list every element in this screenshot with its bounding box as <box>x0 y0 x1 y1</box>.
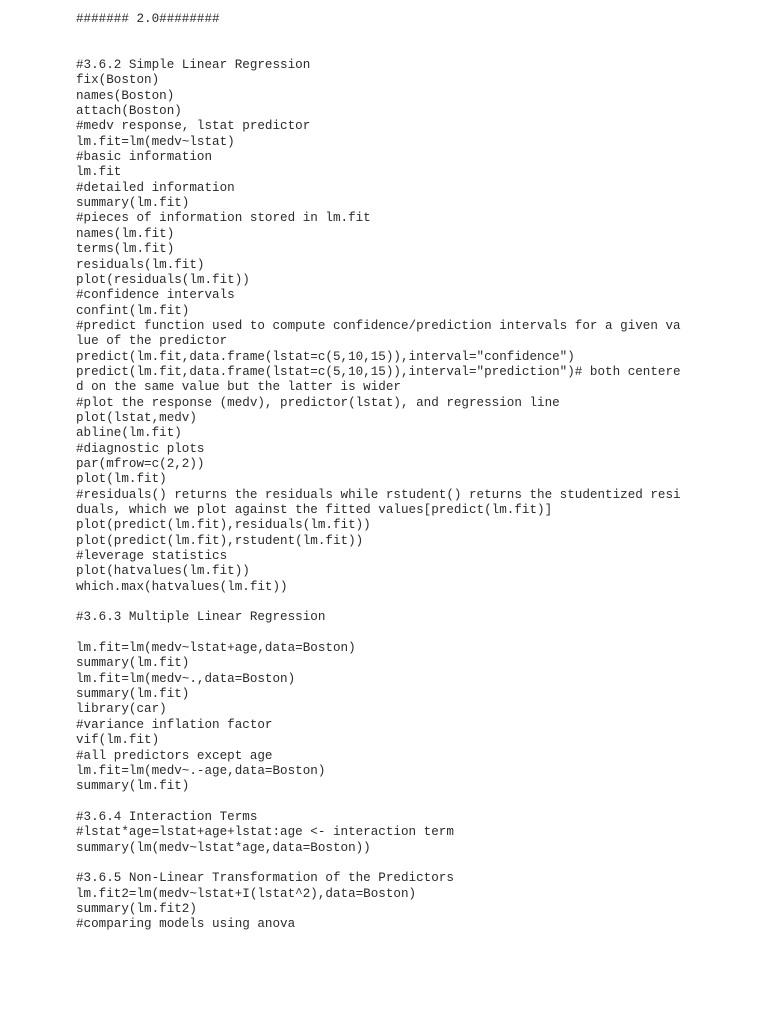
code-line: #medv response, lstat predictor <box>76 119 311 134</box>
code-line: duals, which we plot against the fitted values[predict(lm.fit)] <box>76 503 553 517</box>
code-line <box>76 27 756 42</box>
code-line: #basic information <box>76 150 213 165</box>
code-line: summary(lm(medv~lstat*age,data=Boston)) <box>76 840 371 855</box>
code-line: plot(lstat,medv) <box>76 410 197 425</box>
code-line: #diagnostic plots <box>76 441 205 456</box>
code-line: lm.fit <box>76 165 122 180</box>
code-line: #leverage statistics <box>76 549 228 564</box>
code-line: ####### 2.0######## <box>76 12 220 26</box>
code-line: #predict function used to compute confidence/prediction intervals for a given va <box>76 318 681 333</box>
code-line: predict(lm.fit,data.frame(lstat=c(5,10,15)),interval="confidence") <box>76 349 575 364</box>
code-line: lm.fit=lm(medv~lstat) <box>76 134 235 149</box>
code-line: names(lm.fit) <box>76 226 175 241</box>
code-line: names(Boston) <box>76 88 175 103</box>
code-line <box>76 43 756 58</box>
code-line: lm.fit2=lm(medv~lstat+I(lstat^2),data=Boston) <box>76 886 417 901</box>
code-line: lm.fit=lm(medv~.-age,data=Boston) <box>76 763 326 778</box>
code-line: residuals(lm.fit) <box>76 257 205 272</box>
code-line: #3.6.4 Interaction Terms <box>76 809 258 824</box>
code-line: summary(lm.fit2) <box>76 901 197 916</box>
code-line: #3.6.2 Simple Linear Regression <box>76 58 311 73</box>
code-line <box>76 795 756 810</box>
code-line: abline(lm.fit) <box>76 426 182 441</box>
code-line: summary(lm.fit) <box>76 687 190 702</box>
code-line: plot(residuals(lm.fit)) <box>76 272 250 287</box>
code-line: terms(lm.fit) <box>76 242 175 257</box>
code-line: #plot the response (medv), predictor(lstat), and regression line <box>76 395 560 410</box>
code-line: #3.6.5 Non-Linear Transformation of the Predictors <box>76 871 454 886</box>
code-line: lm.fit=lm(medv~.,data=Boston) <box>76 671 296 686</box>
code-line <box>76 626 756 641</box>
code-line: plot(lm.fit) <box>76 472 167 487</box>
code-line: attach(Boston) <box>76 104 182 119</box>
code-line <box>76 856 756 871</box>
code-line: plot(predict(lm.fit),residuals(lm.fit)) <box>76 518 371 533</box>
code-line: par(mfrow=c(2,2)) <box>76 456 205 471</box>
code-line: summary(lm.fit) <box>76 656 190 671</box>
code-line: #pieces of information stored in lm.fit <box>76 211 371 226</box>
code-line: #all predictors except age <box>76 748 273 763</box>
code-line: plot(hatvalues(lm.fit)) <box>76 564 250 579</box>
code-line: plot(predict(lm.fit),rstudent(lm.fit)) <box>76 533 364 548</box>
code-listing <box>76 12 756 933</box>
code-line: summary(lm.fit) <box>76 779 190 794</box>
code-line: d on the same value but the latter is wider <box>76 380 401 395</box>
code-line: #comparing models using anova <box>76 917 296 932</box>
code-line: summary(lm.fit) <box>76 196 190 211</box>
code-line: which.max(hatvalues(lm.fit)) <box>76 579 288 594</box>
code-line: #3.6.3 Multiple Linear Regression <box>76 610 326 625</box>
code-line: confint(lm.fit) <box>76 303 190 318</box>
code-line: #residuals() returns the residuals while rstudent() returns the studentized resi <box>76 487 681 502</box>
code-line: #variance inflation factor <box>76 717 273 732</box>
code-line: predict(lm.fit,data.frame(lstat=c(5,10,15)),interval="prediction")# both centere <box>76 364 681 379</box>
code-line: lm.fit=lm(medv~lstat+age,data=Boston) <box>76 641 356 656</box>
code-line: fix(Boston) <box>76 73 160 88</box>
code-line: #confidence intervals <box>76 288 235 303</box>
code-line <box>76 595 756 610</box>
code-line: #detailed information <box>76 180 235 195</box>
code-line: library(car) <box>76 702 167 717</box>
code-line: vif(lm.fit) <box>76 733 160 748</box>
code-line: #lstat*age=lstat+age+lstat:age <- interaction term <box>76 825 454 840</box>
code-line: lue of the predictor <box>76 334 228 349</box>
